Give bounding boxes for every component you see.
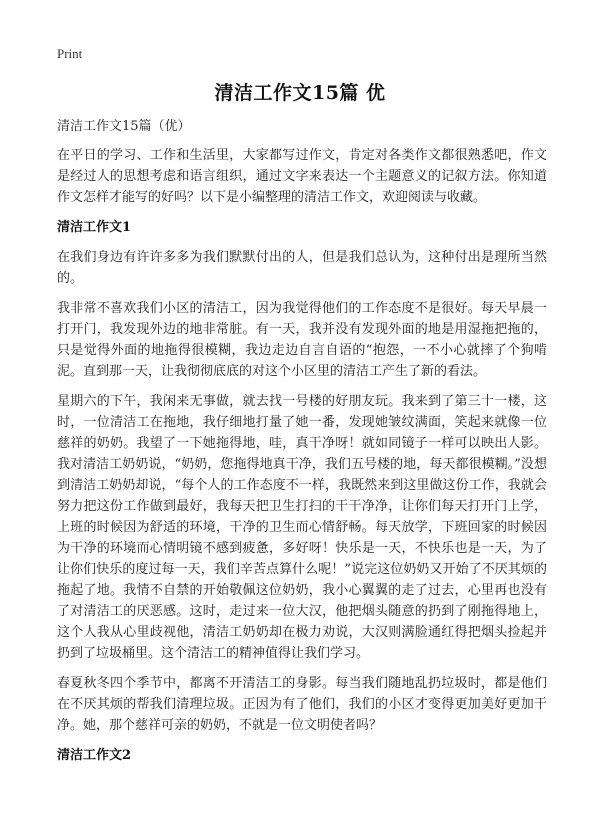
print-label: Print <box>57 46 83 61</box>
body-paragraph-1: 在我们身边有许许多多为我们默默付出的人，但是我们总认为，这种付出是理所当然的。 <box>57 250 547 286</box>
body-paragraph-3: 星期六的下午，我闲来无事做，就去找一号楼的好朋友玩。我来到了第三十一楼，这时，一位清洁工在拖地，我仔细地打量了她一番，发现她皱纹满面，笑起来就像一位慈祥的奶奶。我望了一下她拖得地，哇，真干净呀！就如同镜子一样可以映出人影。我对清洁工奶奶说，“奶奶，您拖得地真干净，我们五号楼的地，每天都很模糊。”没想到清洁工奶奶却说，“每个人的工作态度不一样，我既然来到这里做这份工作，我就会努力把这份工作做到最好，我每天把卫生打扫的干干净净，让你们每天打开门上学，上班的时候因为舒适的环境，干净的卫生而心情舒畅。每天放学，下班回家的时候因为干净的环境而心情明镜不感到疲惫，多好呀！快乐是一天，不快乐也是一天，为了让你们快乐的度过每一天，我们辛苦点算什么呢！”说完这位奶奶又开始了不厌其烦的拖起了地。我情不自禁的开始敬佩这位奶奶，我小心翼翼的走了过去，心里再也没有了对清洁工的厌恶感。这时，走过来一位大汉，他把烟头随意的扔到了刚拖得地上，这个人我从心里歧视他，清洁工奶奶却在极力劝说，大汉则满脸通红得把烟头捡起并扔到了垃圾桶里。这个清洁工的精神值得让我们学习。 <box>57 394 547 661</box>
body-paragraph-4: 春夏秋冬四个季节中，都离不开清洁工的身影。每当我们随地乱扔垃圾时，都是他们在不厌其烦的帮我们清理垃圾。正因为有了他们，我们的小区才变得更加美好更加干净。她，那个慈祥可亲的奶奶，不就是一位文明使者吗？ <box>57 676 547 733</box>
section-heading-2: 清洁工作文2 <box>57 748 132 763</box>
section-heading-1: 清洁工作文1 <box>57 220 132 235</box>
document-title: 清洁工作文15篇 优 <box>214 82 386 104</box>
intro-paragraph: 在平日的学习、工作和生活里，大家都写过作文，肯定对各类作文都很熟悉吧，作文是经过人的思想考虑和语言组织，通过文字来表达一个主题意义的记叙方法。你知道作文怎样才能写的好吗？以下是小编整理的清洁工作文，欢迎阅读与收藏。 <box>57 148 547 205</box>
document-subtitle: 清洁工作文15篇（优） <box>57 119 191 134</box>
body-paragraph-2: 我非常不喜欢我们小区的清洁工，因为我觉得他们的工作态度不是很好。每天早晨一打开门，我发现外边的地非常脏。有一天，我并没有发现外面的地是用湿拖把拖的，只是觉得外面的地拖得很模糊，我边走边自言自语的“抱怨，一不小心就摔了个狗啃泥。直到那一天，让我彻彻底底的对这个小区里的清洁工产生了新的看法。 <box>57 301 547 379</box>
document-body <box>57 116 547 775</box>
